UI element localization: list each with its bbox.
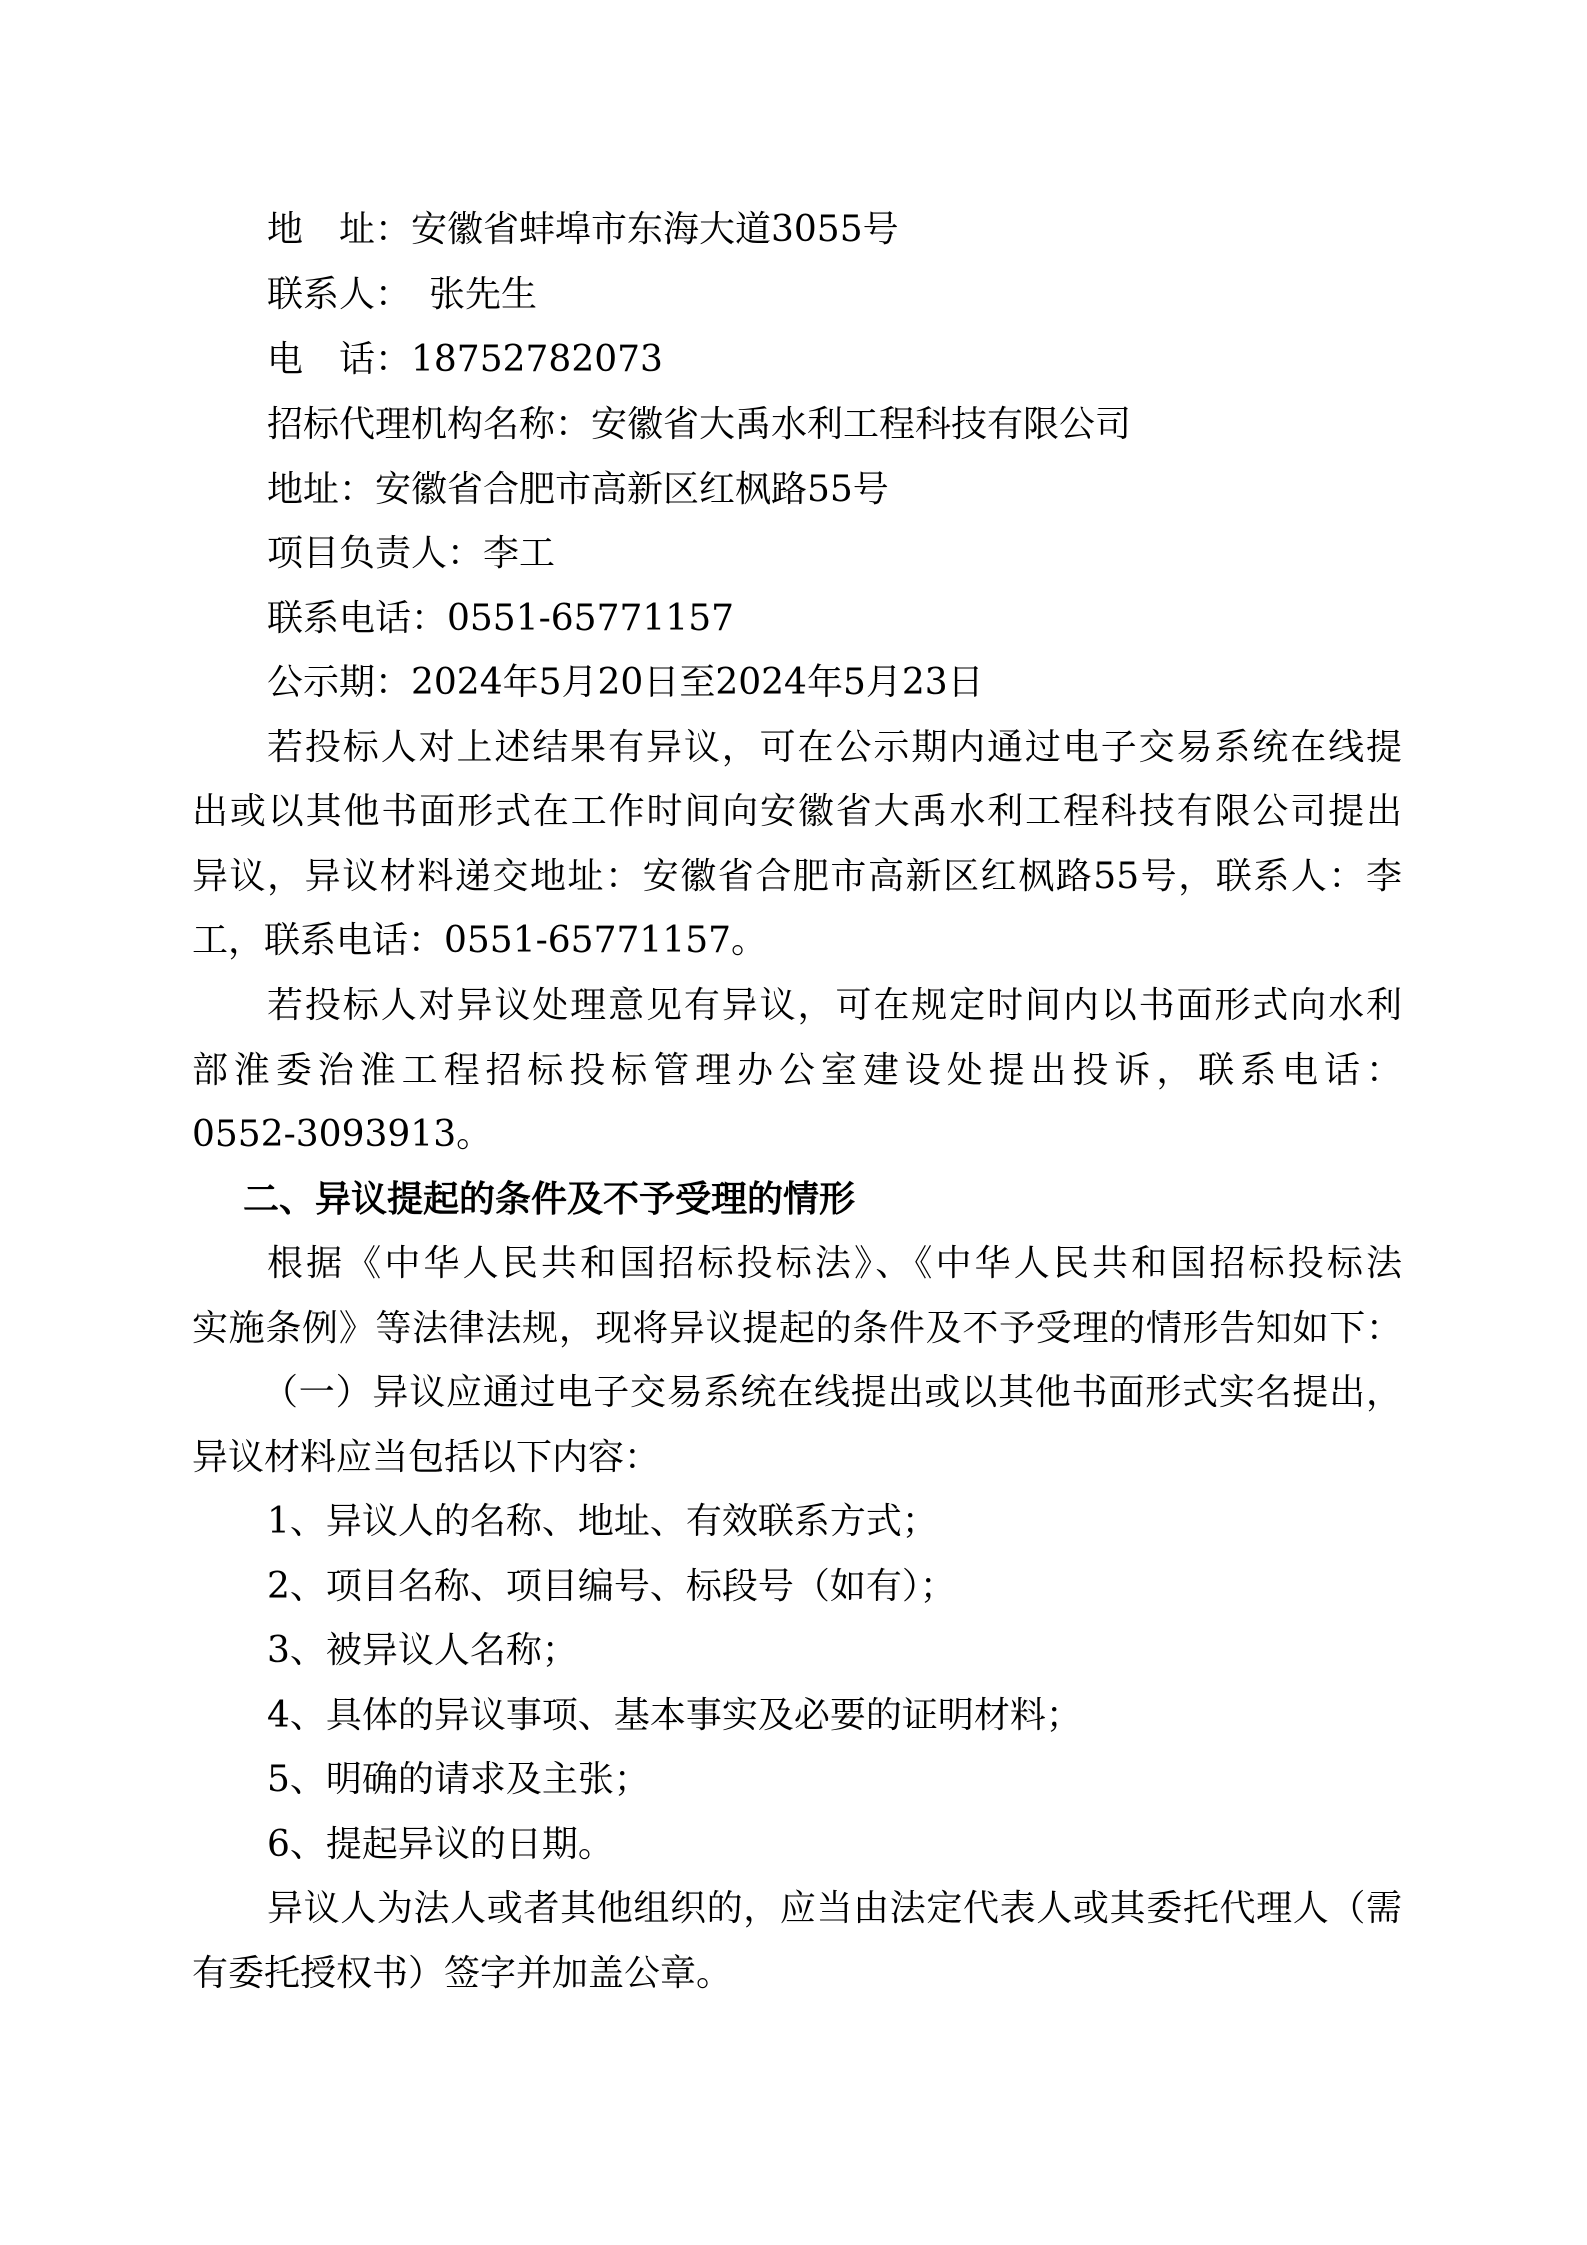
complaint-para-line: 0552-3093913。 — [192, 1114, 493, 1155]
notice-period: 公示期：2024年5月20日至2024年5月23日 — [267, 662, 984, 703]
tenderer-contact-person: 联系人： 张先生 — [267, 274, 538, 315]
objection-para-line: 若投标人对上述结果有异议，可在公示期内通过电子交易系统在线提 — [267, 727, 1402, 768]
agency-phone: 联系电话：0551-65771157 — [267, 598, 735, 639]
agency-address: 地址：安徽省合肥市高新区红枫路55号 — [267, 469, 889, 510]
legal-person-line: 异议人为法人或者其他组织的，应当由法定代表人或其委托代理人（需 — [267, 1888, 1402, 1929]
tenderer-phone: 电 话：18752782073 — [267, 339, 663, 380]
intro-line: 实施条例》等法律法规，现将异议提起的条件及不予受理的情形告知如下： — [192, 1308, 1402, 1349]
list-item: 3、被异议人名称； — [267, 1630, 578, 1671]
tenderer-address: 地 址：安徽省蚌埠市东海大道3055号 — [267, 209, 899, 250]
list-item: 1、异议人的名称、地址、有效联系方式； — [267, 1501, 938, 1542]
list-item: 2、项目名称、项目编号、标段号（如有）； — [267, 1566, 956, 1607]
agency-project-manager: 项目负责人：李工 — [267, 533, 556, 574]
legal-person-line: 有委托授权书）签字并加盖公章。 — [192, 1953, 733, 1994]
complaint-para-line: 部淮委治淮工程招标投标管理办公室建设处提出投诉，联系电话： — [192, 1050, 1402, 1091]
intro-line: 根据《中华人民共和国招标投标法》、《中华人民共和国招标投标法 — [267, 1243, 1402, 1284]
objection-para-line: 异议，异议材料递交地址：安徽省合肥市高新区红枫路55号，联系人：李 — [192, 856, 1402, 897]
objection-para-line: 工，联系电话：0551-65771157。 — [192, 920, 768, 961]
section-heading: 二、异议提起的条件及不予受理的情形 — [243, 1179, 856, 1220]
item1-line: 异议材料应当包括以下内容： — [192, 1437, 661, 1478]
complaint-para-line: 若投标人对异议处理意见有异议，可在规定时间内以书面形式向水利 — [267, 985, 1402, 1026]
objection-para-line: 出或以其他书面形式在工作时间向安徽省大禹水利工程科技有限公司提出 — [192, 791, 1402, 832]
agency-name: 招标代理机构名称：安徽省大禹水利工程科技有限公司 — [267, 404, 1132, 445]
list-item: 4、具体的异议事项、基本事实及必要的证明材料； — [267, 1695, 1082, 1736]
item1-line: （一）异议应通过电子交易系统在线提出或以其他书面形式实名提出， — [262, 1372, 1402, 1413]
list-item: 6、提起异议的日期。 — [267, 1824, 614, 1865]
list-item: 5、明确的请求及主张； — [267, 1759, 650, 1800]
